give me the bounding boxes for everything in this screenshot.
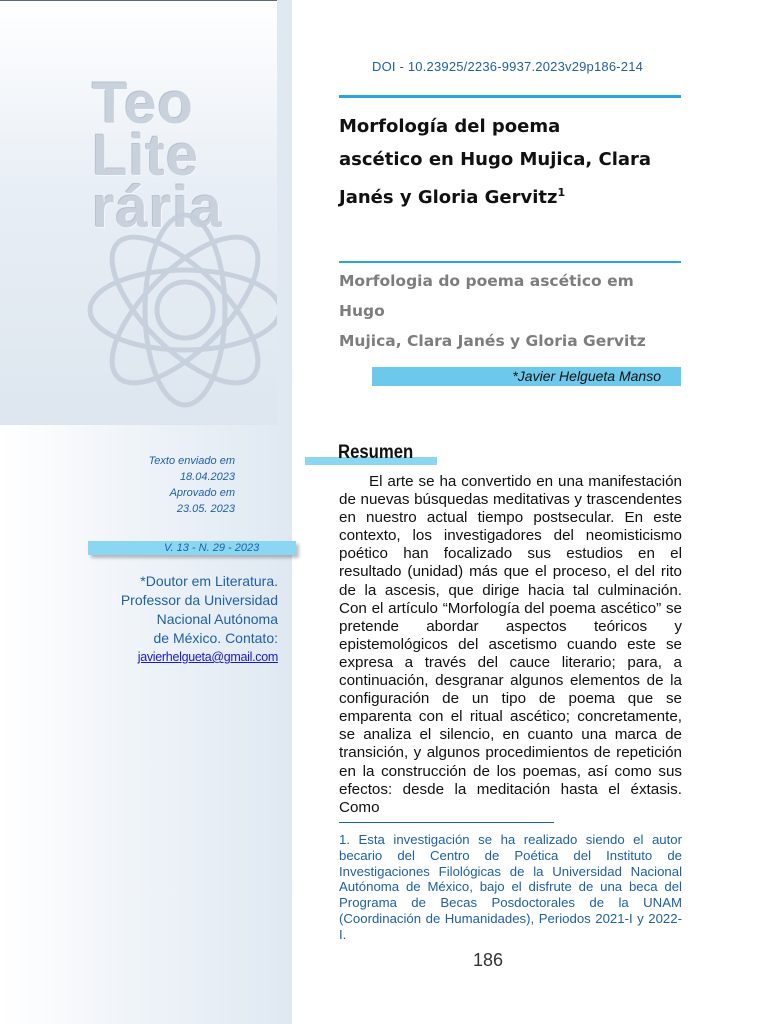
subtitle-rule xyxy=(339,261,681,263)
article-subtitle: Morfologia do poema ascético em Hugo Mujica, Clara Janés y Gloria Gervitz xyxy=(339,272,646,350)
footnote-rule xyxy=(339,822,554,823)
submission-dates: Texto enviado em 18.04.2023 Aprovado em 23.05. 2023 xyxy=(148,455,235,515)
author-name: *Javier Helgueta Manso xyxy=(512,368,661,384)
title-top-rule xyxy=(339,95,681,98)
logo-wordmark: Teo Lite rária xyxy=(92,71,223,240)
author-affiliation: *Doutor em Literatura. Professor da Universidad Nacional Autónoma de México. Contato: xyxy=(120,573,278,646)
abstract-text: El arte se ha convertido en una manifestación de nuevas búsquedas meditativas y trascendentes en nuestro actual tiempo postsecular. En este contexto, los investigadores del neomisticismo poético han focalizado sus estudios en el resultado (unidad) más que el proceso, el del rito de la ascesis, que dirige hacia tal culminación. Con el artículo “Morfología del poema ascético” se pretende abordar aspectos teóricos y epistemológicos del ascetismo cuando este se expresa a través del cauce literario; para, a continuación, desgranar algunos elementos de la configuración de un tipo de poema que se emparenta con el ritual ascético; concretamente, se analiza el silencio, en cuanto una marca de transición, y algunos procedimientos de repetición en la construcción de los poemas, así como sus efectos: desde la meditación hasta el éxtasis. Como xyxy=(339,473,682,816)
footnote: 1. Esta investigación se ha realizado siendo el autor becario del Centro de Poética del Instituto de Investigaciones Filológicas de la Universidad Nacional Autónoma de México, bajo el disfrute de una beca del Programa de Becas Posdoctorales de la UNAM (Coordinación de Humanidades), Periodos 2021-I y 2022-I. xyxy=(339,832,682,942)
author-email-link[interactable]: javierhelgueta@gmail.com xyxy=(137,650,278,664)
doi: DOI - 10.23925/2236-9937.2023v29p186-214 xyxy=(372,59,644,74)
article-title: Morfología del poema ascético en Hugo Mujica, Clara Janés y Gloria Gervitz$^1$ xyxy=(339,116,652,208)
footnote-mark[interactable]: 1 xyxy=(557,186,566,199)
journal-logo xyxy=(0,0,277,425)
flower-emblem-icon xyxy=(75,190,277,425)
volume-info: V. 13 - N. 29 - 2023 xyxy=(164,542,260,554)
author-banner xyxy=(372,367,681,386)
header-rule xyxy=(0,0,277,1)
abstract-heading: Resumen xyxy=(338,442,414,463)
page-number: 186 xyxy=(473,950,504,970)
